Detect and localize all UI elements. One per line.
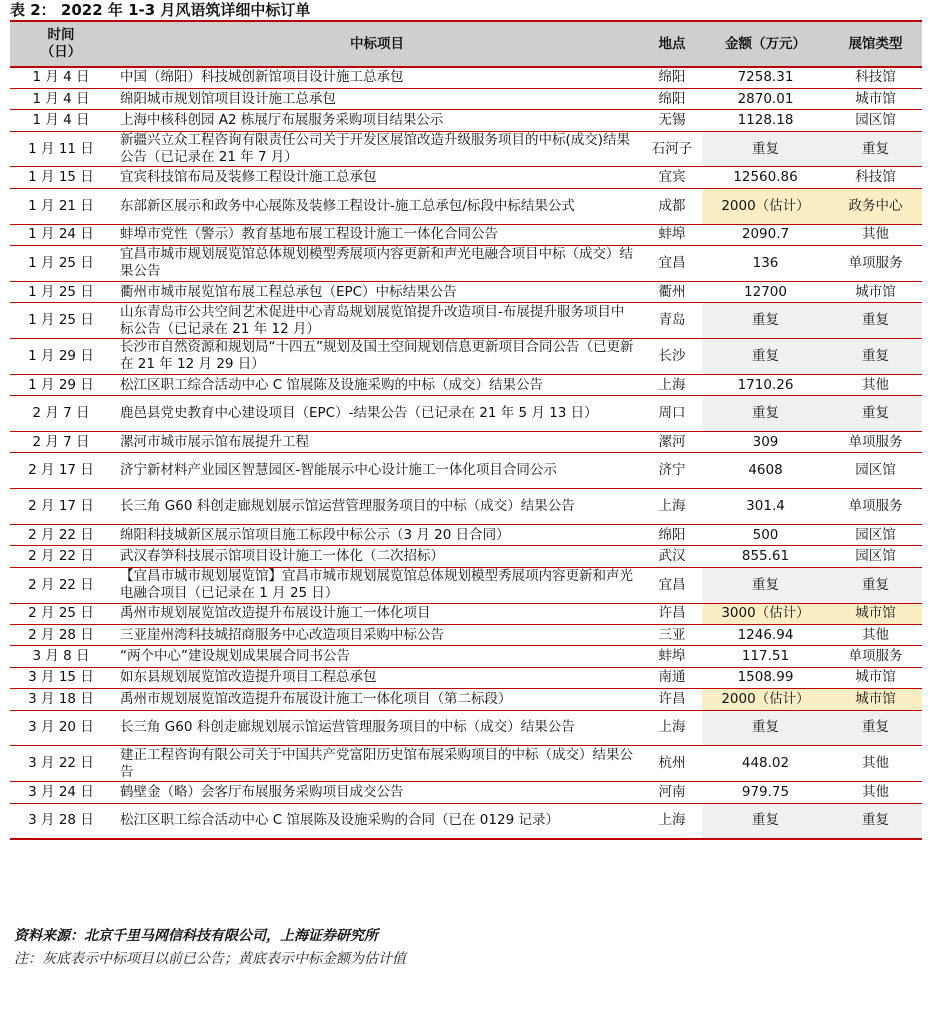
table-row <box>10 246 922 282</box>
cell-type: 城市馆 <box>829 281 922 302</box>
cell-place: 无锡 <box>642 110 702 131</box>
table-row <box>10 746 922 782</box>
cell-project: 鹤壁金（略）会客厅布展服务采购项目成交公告 <box>112 782 642 803</box>
cell-type: 政务中心 <box>829 188 922 224</box>
cell-project: 宜宾科技馆布局及装修工程设计施工总承包 <box>112 167 642 188</box>
table-row <box>10 803 922 839</box>
cell-project: 三亚崖州湾科技城招商服务中心改造项目采购中标公告 <box>112 624 642 645</box>
cell-place: 漯河 <box>642 432 702 453</box>
cell-project: 禹州市规划展览馆改造提升布展设计施工一体化项目 <box>112 603 642 624</box>
header-place: 地点 <box>642 21 702 67</box>
cell-project: 鹿邑县党史教育中心建设项目（EPC）-结果公告（已记录在 21 年 5 月 13 日） <box>112 396 642 432</box>
table-row <box>10 689 922 710</box>
cell-time: 3 月 28 日 <box>10 803 112 839</box>
cell-amount: 448.02 <box>702 746 829 782</box>
cell-time: 3 月 18 日 <box>10 689 112 710</box>
cell-amount: 重复 <box>702 131 829 167</box>
table-row <box>10 131 922 167</box>
cell-time: 1 月 24 日 <box>10 224 112 245</box>
header-project: 中标项目 <box>112 21 642 67</box>
cell-project: 长沙市自然资源和规划局“十四五”规划及国土空间规划信息更新项目合同公告（已更新在 21 年 12 月 29 日） <box>112 339 642 375</box>
table-row <box>10 646 922 667</box>
cell-time: 3 月 20 日 <box>10 710 112 746</box>
cell-place: 绵阳 <box>642 67 702 88</box>
cell-type: 园区馆 <box>829 525 922 546</box>
table-row <box>10 339 922 375</box>
cell-time: 2 月 17 日 <box>10 489 112 525</box>
cell-project: 如东县规划展览馆改造提升项目工程总承包 <box>112 667 642 688</box>
cell-project: 松江区职工综合活动中心 C 馆展陈及设施采购的中标（成交）结果公告 <box>112 374 642 395</box>
cell-place: 南通 <box>642 667 702 688</box>
cell-amount: 2870.01 <box>702 88 829 109</box>
cell-time: 1 月 4 日 <box>10 88 112 109</box>
cell-amount: 重复 <box>702 710 829 746</box>
table-body <box>10 67 922 839</box>
cell-project: 蚌埠市党性（警示）教育基地布展工程设计施工一体化合同公告 <box>112 224 642 245</box>
cell-amount: 136 <box>702 246 829 282</box>
cell-type: 园区馆 <box>829 546 922 567</box>
cell-amount: 2090.7 <box>702 224 829 245</box>
cell-amount: 1246.94 <box>702 624 829 645</box>
cell-time: 2 月 22 日 <box>10 525 112 546</box>
table-title: 表 2： 2022 年 1-3 月风语筑详细中标订单 <box>10 1 311 19</box>
table-header-row <box>10 21 922 67</box>
table-row <box>10 67 922 88</box>
table-row <box>10 188 922 224</box>
cell-time: 1 月 25 日 <box>10 281 112 302</box>
cell-place: 许昌 <box>642 689 702 710</box>
cell-project: 中国（绵阳）科技城创新馆项目设计施工总承包 <box>112 67 642 88</box>
cell-amount: 1128.18 <box>702 110 829 131</box>
cell-time: 1 月 25 日 <box>10 246 112 282</box>
cell-type: 重复 <box>829 567 922 603</box>
cell-time: 3 月 24 日 <box>10 782 112 803</box>
table-row <box>10 88 922 109</box>
table-row <box>10 432 922 453</box>
cell-project: 东部新区展示和政务中心展陈及装修工程设计-施工总承包/标段中标结果公式 <box>112 188 642 224</box>
cell-time: 1 月 29 日 <box>10 374 112 395</box>
cell-amount: 979.75 <box>702 782 829 803</box>
cell-type: 重复 <box>829 131 922 167</box>
cell-type: 重复 <box>829 710 922 746</box>
cell-place: 上海 <box>642 710 702 746</box>
cell-place: 绵阳 <box>642 525 702 546</box>
bid-table <box>10 20 922 840</box>
cell-project: “两个中心”建设规划成果展合同书公告 <box>112 646 642 667</box>
cell-amount: 1710.26 <box>702 374 829 395</box>
cell-place: 宜宾 <box>642 167 702 188</box>
table-row <box>10 624 922 645</box>
source-note: 资料来源：北京千里马网信科技有限公司，上海证券研究所 <box>14 928 378 944</box>
table-row <box>10 303 922 339</box>
cell-place: 衢州 <box>642 281 702 302</box>
cell-place: 许昌 <box>642 603 702 624</box>
cell-time: 1 月 29 日 <box>10 339 112 375</box>
cell-time: 2 月 7 日 <box>10 396 112 432</box>
table-row <box>10 782 922 803</box>
cell-place: 上海 <box>642 803 702 839</box>
cell-amount: 117.51 <box>702 646 829 667</box>
cell-project: 松江区职工综合活动中心 C 馆展陈及设施采购的合同（已在 0129 记录） <box>112 803 642 839</box>
cell-place: 周口 <box>642 396 702 432</box>
cell-type: 园区馆 <box>829 110 922 131</box>
cell-amount: 1508.99 <box>702 667 829 688</box>
cell-type: 园区馆 <box>829 453 922 489</box>
cell-type: 单项服务 <box>829 246 922 282</box>
cell-project: 长三角 G60 科创走廊规划展示馆运营管理服务项目的中标（成交）结果公告 <box>112 710 642 746</box>
cell-project: 禹州市规划展览馆改造提升布展设计施工一体化项目（第二标段） <box>112 689 642 710</box>
cell-type: 重复 <box>829 803 922 839</box>
table-row <box>10 525 922 546</box>
cell-place: 绵阳 <box>642 88 702 109</box>
header-type: 展馆类型 <box>829 21 922 67</box>
cell-amount: 12700 <box>702 281 829 302</box>
cell-amount: 3000（估计） <box>702 603 829 624</box>
cell-time: 1 月 21 日 <box>10 188 112 224</box>
table-row <box>10 453 922 489</box>
cell-place: 蚌埠 <box>642 224 702 245</box>
cell-time: 2 月 25 日 <box>10 603 112 624</box>
cell-type: 单项服务 <box>829 489 922 525</box>
cell-type: 科技馆 <box>829 167 922 188</box>
cell-project: 衢州市城市展览馆布展工程总承包（EPC）中标结果公告 <box>112 281 642 302</box>
cell-time: 3 月 15 日 <box>10 667 112 688</box>
cell-project: 宜昌市城市规划展览馆总体规划模型秀展项内容更新和声光电融合项目中标（成交）结果公告 <box>112 246 642 282</box>
cell-project: 绵阳城市规划馆项目设计施工总承包 <box>112 88 642 109</box>
cell-time: 2 月 22 日 <box>10 567 112 603</box>
cell-project: 武汉春笋科技展示馆项目设计施工一体化（二次招标） <box>112 546 642 567</box>
table-row <box>10 603 922 624</box>
header-time-line2: （日） <box>40 44 82 60</box>
cell-project: 新疆兴立众工程咨询有限责任公司关于开发区展馆改造升级服务项目的中标(成交)结果公告（已记录在 21 年 7 月） <box>112 131 642 167</box>
cell-amount: 重复 <box>702 303 829 339</box>
cell-project: 长三角 G60 科创走廊规划展示馆运营管理服务项目的中标（成交）结果公告 <box>112 489 642 525</box>
cell-time: 3 月 8 日 <box>10 646 112 667</box>
cell-time: 1 月 11 日 <box>10 131 112 167</box>
bid-table-container <box>10 20 922 840</box>
cell-type: 其他 <box>829 224 922 245</box>
cell-time: 1 月 4 日 <box>10 110 112 131</box>
cell-type: 单项服务 <box>829 432 922 453</box>
cell-place: 成都 <box>642 188 702 224</box>
cell-project: 山东青岛市公共空间艺术促进中心青岛规划展览馆提升改造项目-布展提升服务项目中标公告（已记录在 21 年 12 月） <box>112 303 642 339</box>
cell-place: 长沙 <box>642 339 702 375</box>
cell-time: 1 月 15 日 <box>10 167 112 188</box>
table-row <box>10 281 922 302</box>
cell-amount: 重复 <box>702 803 829 839</box>
table-row <box>10 546 922 567</box>
cell-time: 3 月 22 日 <box>10 746 112 782</box>
table-row <box>10 110 922 131</box>
cell-amount: 500 <box>702 525 829 546</box>
cell-place: 武汉 <box>642 546 702 567</box>
table-row <box>10 224 922 245</box>
cell-type: 城市馆 <box>829 603 922 624</box>
cell-type: 城市馆 <box>829 689 922 710</box>
cell-place: 蚌埠 <box>642 646 702 667</box>
cell-amount: 12560.86 <box>702 167 829 188</box>
cell-type: 城市馆 <box>829 88 922 109</box>
table-row <box>10 710 922 746</box>
cell-amount: 重复 <box>702 567 829 603</box>
cell-type: 城市馆 <box>829 667 922 688</box>
cell-place: 河南 <box>642 782 702 803</box>
cell-time: 1 月 25 日 <box>10 303 112 339</box>
cell-amount: 2000（估计） <box>702 689 829 710</box>
cell-time: 2 月 17 日 <box>10 453 112 489</box>
cell-project: 【宜昌市城市规划展览馆】宜昌市城市规划展览馆总体规划模型秀展项内容更新和声光电融合项目（已记录在 1 月 25 日） <box>112 567 642 603</box>
cell-type: 其他 <box>829 746 922 782</box>
cell-type: 其他 <box>829 374 922 395</box>
table-row <box>10 567 922 603</box>
cell-place: 宜昌 <box>642 567 702 603</box>
cell-place: 上海 <box>642 374 702 395</box>
table-row <box>10 167 922 188</box>
cell-place: 上海 <box>642 489 702 525</box>
table-row <box>10 374 922 395</box>
table-row <box>10 396 922 432</box>
table-row <box>10 667 922 688</box>
cell-amount: 855.61 <box>702 546 829 567</box>
header-time-line1: 时间 <box>47 27 75 43</box>
cell-project: 漯河市城市展示馆布展提升工程 <box>112 432 642 453</box>
cell-place: 三亚 <box>642 624 702 645</box>
cell-place: 济宁 <box>642 453 702 489</box>
cell-project: 绵阳科技城新区展示馆项目施工标段中标公示（3 月 20 日合同） <box>112 525 642 546</box>
cell-type: 重复 <box>829 396 922 432</box>
cell-type: 单项服务 <box>829 646 922 667</box>
cell-type: 其他 <box>829 782 922 803</box>
table-row <box>10 489 922 525</box>
header-time <box>10 21 112 67</box>
cell-place: 宜昌 <box>642 246 702 282</box>
cell-type: 重复 <box>829 303 922 339</box>
cell-project: 济宁新材料产业园区智慧园区-智能展示中心设计施工一体化项目合同公示 <box>112 453 642 489</box>
cell-time: 2 月 7 日 <box>10 432 112 453</box>
legend-note: 注：灰底表示中标项目以前已公告；黄底表示中标金额为估计值 <box>14 951 406 967</box>
cell-amount: 重复 <box>702 339 829 375</box>
cell-type: 其他 <box>829 624 922 645</box>
header-amount: 金额（万元） <box>702 21 829 67</box>
cell-time: 2 月 22 日 <box>10 546 112 567</box>
cell-place: 杭州 <box>642 746 702 782</box>
cell-time: 2 月 28 日 <box>10 624 112 645</box>
cell-amount: 4608 <box>702 453 829 489</box>
cell-amount: 重复 <box>702 396 829 432</box>
cell-type: 科技馆 <box>829 67 922 88</box>
cell-amount: 2000（估计） <box>702 188 829 224</box>
cell-project: 上海中核科创园 A2 栋展厅布展服务采购项目结果公示 <box>112 110 642 131</box>
cell-place: 石河子 <box>642 131 702 167</box>
cell-amount: 7258.31 <box>702 67 829 88</box>
cell-place: 青岛 <box>642 303 702 339</box>
cell-amount: 301.4 <box>702 489 829 525</box>
cell-project: 建正工程咨询有限公司关于中国共产党富阳历史馆布展采购项目的中标（成交）结果公告 <box>112 746 642 782</box>
cell-amount: 309 <box>702 432 829 453</box>
cell-time: 1 月 4 日 <box>10 67 112 88</box>
cell-type: 重复 <box>829 339 922 375</box>
